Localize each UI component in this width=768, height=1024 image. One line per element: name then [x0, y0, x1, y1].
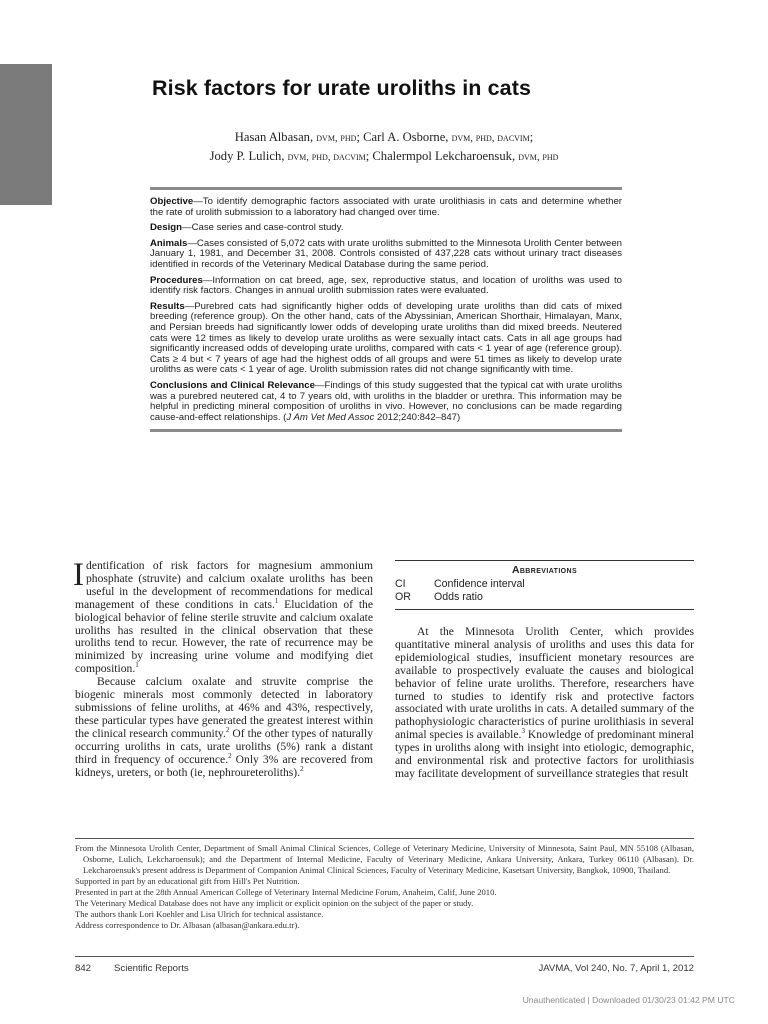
abstract-objective: Objective—To identify demographic factors associated with urate urolithiasis in cats and determine whether the rate of urolith submission to a laboratory had changed over time. [150, 196, 622, 218]
footnote: The authors thank Lori Koehler and Lisa Ulrich for technical assistance. [75, 909, 324, 919]
paragraph-text: Elucidation of the biological behavior of feline sterile struvite and calcium oxalate uroliths has resulted in the clinical observation that these uroliths tend to recur. However, the rate of recurrence may be minimized by increasing urine volume and modifying diet composition. [75, 597, 373, 676]
author-credentials: dvm, phd, dacvim [287, 151, 366, 163]
journal-citation: JAVMA, Vol 240, No. 7, April 1, 2012 [538, 963, 694, 974]
footnote: From the Minnesota Urolith Center, Department of Small Animal Clinical Sciences, College of Veterinary Medicine, University of Minnesota, Saint Paul, MN 55108 (Albasan, Osborne, Lulich, Lekcharoensuk); and the Department of Internal Medicine, Faculty of Veterinary Medicine, Ankara University, Ankara, Turkey 06110 (Albasan). Dr. Lekcharoensuk's present address is Department of Companion Animal Clinical Sciences, Faculty of Veterinary Medicine, Kasetsart University, Bangkok, 10900, Thailand. [75, 843, 694, 875]
paragraph-text: dentification of risk factors for magnesium ammonium phosphate (struvite) and calcium oxalate uroliths has been useful in the development of recommendations for medical management of these conditions in cats. [75, 559, 373, 611]
abstract-text: Case series and case-control study. [191, 222, 344, 234]
author-list [100, 128, 668, 166]
page-footer [75, 956, 694, 974]
paragraph-text: Knowledge of predominant mineral types in uroliths along with insight into etiologic, demographic, and environmental risk and protective factors for urolithiasis may facilitate development of surveillance strategies that result [395, 728, 694, 780]
footnote: Address correspondence to Dr. Albasan (albasan@ankara.edu.tr). [75, 920, 300, 930]
abstract-procedures: Procedures—Information on cat breed, age, sex, reproductive status, and location of uroliths was used to identify risk factors. Changes in annual urolith submission rates were evaluated. [150, 274, 622, 297]
author-name: Hasan Albasan [234, 130, 310, 144]
abbreviations-title: Abbreviations [511, 565, 578, 576]
paragraph-text: At the Minnesota Urolith Center, which provides quantitative mineral analysis of uroliths and uses this data for epidemiological studies, insufficient monetary resources are available to prospectively evaluate the causes and biological behavior of feline urate uroliths. Therefore, researchers have turned to studies to identify risk and protective factors associated with urate uroliths in cats. A detailed summary of the pathophysiologic characteristics of purine urolithiasis in several animal species is available. [395, 625, 694, 742]
body-column-left [73, 557, 373, 779]
abstract-text: Purebred cats had significantly higher odds of developing urate uroliths than did cats of mixed breeding (reference group). On the other hand, cats of the Abyssinian, American Shorthair, Himalayan, Manx, and Persian breeds had significantly lower odds of developing urate uroliths than did mixed breeds. Neutered cats were 12 times as likely to develop urate uroliths as were sexually intact cats. Cats in all age groups had significantly increased odds of developing urate uroliths, compared with cats < 1 year of age (reference group). Cats ≥ 4 but < 7 years of age had the highest odds of all groups and were 51 times as likely to develop urate uroliths as were cats < 1 year of age. Urolith submission rates did not change significantly with time. [150, 300, 622, 376]
abbreviation-row [395, 578, 694, 591]
abbreviations-box [395, 560, 694, 610]
abbreviation-meaning: Confidence interval [434, 578, 525, 590]
download-watermark: Unauthenticated | Downloaded 01/30/23 01:42 PM UTC [522, 995, 735, 1005]
paragraph-text: Of the other types of naturally occurring uroliths in cats, urate uroliths (5%) rank a distant third in frequency of occurence. [75, 726, 373, 766]
abstract-results: Results—Purebred cats had significantly higher odds of developing urate uroliths than did cats of mixed breeding (reference group). On the other hand, cats of the Abyssinian, American Shorthair, Himalayan, Manx, and Persian breeds had significantly lower odds of developing urate uroliths than did mixed breeds. Neutered cats were 12 times as likely to develop urate uroliths as were sexually intact cats. Cats in all age groups had significantly increased odds of developing urate uroliths, compared with cats < 1 year of age (reference group). Cats ≥ 4 but < 7 years of age had the highest odds of all groups and were 51 times as likely to develop urate uroliths as were cats < 1 year of age. Urolith submission rates did not change significantly with time. [150, 300, 622, 376]
author-name: Jody P. Lulich [209, 149, 282, 163]
author-line-2: Jody P. Lulich, dvm, phd, dacvim; Chalermpol Lekcharoensuk, dvm, phd [209, 149, 559, 163]
citation-journal: J Am Vet Med Assoc [286, 411, 375, 423]
reference-marker[interactable]: 1 [274, 596, 279, 605]
abstract-design: Design—Case series and case-control study. [150, 222, 344, 234]
author-credentials: dvm, phd [518, 151, 559, 163]
abbreviation-meaning: Odds ratio [434, 591, 483, 603]
abbreviation-code: CI [395, 578, 406, 590]
citation-details: 2012;240:842–847) [374, 411, 461, 423]
abstract-label: Procedures [150, 274, 203, 286]
author-credentials: dvm, phd [316, 132, 357, 144]
abstract-label: Design [150, 222, 182, 234]
abstract-label: Animals [150, 237, 188, 249]
abbreviation-row [395, 591, 694, 604]
abbreviation-code: OR [395, 591, 411, 603]
drop-cap: I [73, 557, 84, 593]
body-column-right [395, 626, 694, 781]
abstract-text: To identify demographic factors associated with urate urolithiasis in cats and determine whether the rate of urolith submission to a laboratory had changed over time. [150, 196, 622, 218]
reference-marker[interactable]: 2 [225, 725, 230, 734]
reference-marker[interactable]: 3 [521, 727, 525, 736]
author-line-1: Hasan Albasan, dvm, phd; Carl A. Osborne, dvm, phd, dacvim; [234, 130, 534, 144]
paragraph-text: Only 3% are recovered from kidneys, ureters, or both (ie, nephroureteroliths). [75, 752, 373, 779]
abstract-label: Results [150, 300, 185, 312]
body-paragraph [73, 557, 373, 676]
footer-left [75, 963, 189, 974]
author-name: Chalermpol Lekcharoensuk [372, 149, 512, 163]
reference-marker[interactable]: 1 [135, 661, 139, 670]
author-credentials: dvm, phd, dacvim [451, 132, 530, 144]
abstract-label: Conclusions and Clinical Relevance [150, 379, 315, 391]
reference-marker[interactable]: 2 [228, 751, 232, 760]
section-name: Scientific Reports [114, 963, 189, 974]
footnote: The Veterinary Medical Database does not have any implicit or explicit opinion on the subject of the paper or study. [75, 898, 474, 908]
page-number: 842 [75, 963, 92, 974]
margin-color-block [0, 64, 52, 205]
reference-marker[interactable]: 2 [300, 764, 304, 773]
structured-abstract [150, 187, 622, 432]
abstract-conclusions: Conclusions and Clinical Relevance—Findings of this study suggested that the typical cat with urate uroliths was a purebred neutered cat, 4 to 7 years old, with uroliths in the bladder or urethra. This information may be helpful in predicting mineral composition of uroliths in vivo. However, no conclusions can be made regarding cause-and-effect relationships. (J Am Vet Med Assoc 2012;240:842–847) [150, 379, 622, 423]
footnote: Presented in part at the 28th Annual American College of Veterinary Internal Medicine Forum, Anaheim, Calif, June 2010. [75, 887, 497, 897]
abstract-text: Findings of this study suggested that the typical cat with urate uroliths was a purebred neutered cat, 4 to 7 years old, with uroliths in the bladder or urethra. This information may be helpful in predicting mineral composition of uroliths in vivo. However, no conclusions can be made regarding cause-and-effect relationships. ( [150, 379, 622, 423]
abstract-label: Objective [150, 196, 194, 207]
abstract-text: Information on cat breed, age, sex, reproductive status, and location of uroliths was used to identify risk factors. Changes in annual urolith submission rates were evaluated. [150, 274, 622, 297]
body-paragraph [75, 676, 373, 779]
article-title: Risk factors for urate uroliths in cats [152, 76, 532, 100]
abstract-text: Cases consisted of 5,072 cats with urate uroliths submitted to the Minnesota Urolith Center between January 1, 1981, and December 31, 2008. Controls consisted of 437,228 cats without urinary tract diseases identified in records of the Veterinary Medical Database during the same period. [150, 237, 622, 270]
author-name: Carl A. Osborne [363, 130, 446, 144]
paragraph-text: Because calcium oxalate and struvite comprise the biogenic minerals most commonly detected in laboratory submissions of feline uroliths, at 46% and 43%, respectively, these particular types have generated the greatest interest within the clinical research community. [75, 675, 373, 740]
affiliation-footnotes [75, 838, 694, 931]
body-paragraph [395, 626, 694, 781]
footnote: Supported in part by an educational gift from Hill's Pet Nutrition. [75, 876, 300, 886]
abstract-animals: Animals—Cases consisted of 5,072 cats with urate uroliths submitted to the Minnesota Urolith Center between January 1, 1981, and December 31, 2008. Controls consisted of 437,228 cats without urinary tract diseases identified in records of the Veterinary Medical Database during the same period. [150, 237, 622, 270]
